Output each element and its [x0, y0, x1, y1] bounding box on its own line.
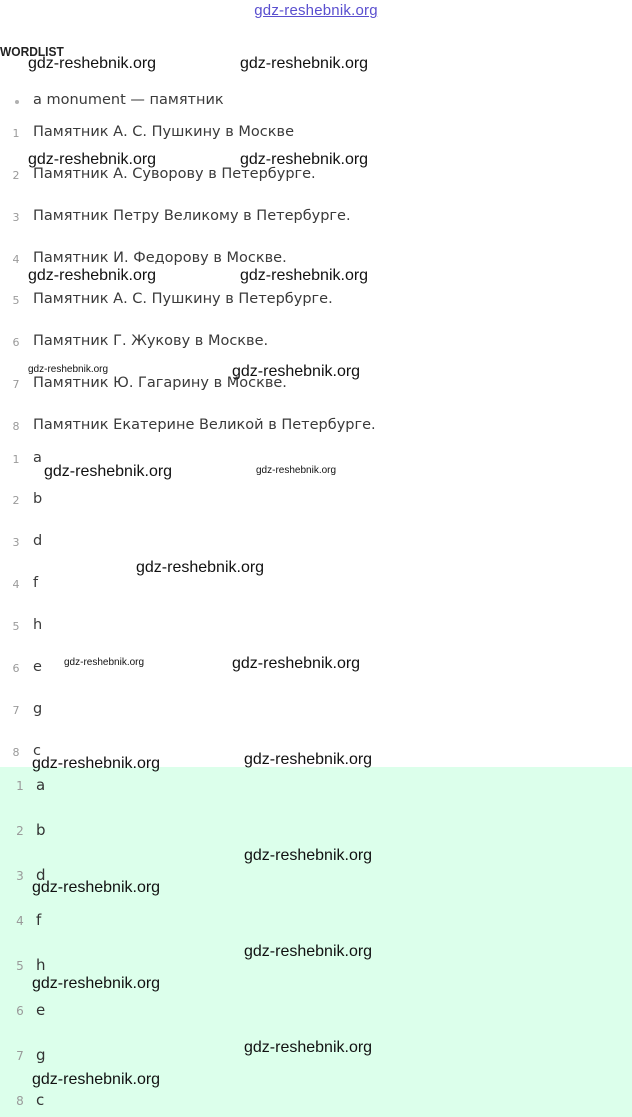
- item-number: 2: [12, 169, 20, 182]
- answer-letter: h: [33, 617, 43, 633]
- answer-number: 4: [12, 578, 20, 591]
- answer-number: 1: [16, 779, 24, 793]
- answer-number: 5: [12, 620, 20, 633]
- answer-number: 6: [16, 1004, 24, 1018]
- answer-letter: a: [33, 450, 42, 466]
- vocab-item: [0, 92, 632, 114]
- answer-letter: e: [33, 659, 42, 675]
- highlighted-answer-item: [0, 1001, 632, 1023]
- bullet-icon: [15, 100, 19, 104]
- item-text: Памятник А. С. Пушкину в Москве: [33, 124, 294, 140]
- watermark-text: gdz-reshebnik.org: [28, 55, 157, 72]
- answer-letter: e: [36, 1001, 46, 1019]
- watermark-text: gdz-reshebnik.org: [28, 151, 157, 168]
- watermark-text: gdz-reshebnik.org: [32, 1071, 161, 1088]
- answer-letter: f: [33, 575, 39, 591]
- highlighted-answer-item: [0, 911, 632, 933]
- watermark-text: gdz-reshebnik.org: [244, 1039, 373, 1056]
- watermark-text: gdz-reshebnik.org: [32, 879, 161, 896]
- answer-letter: d: [33, 533, 43, 549]
- item-number: 5: [12, 294, 20, 307]
- vocab-text: a monument — памятник: [33, 92, 224, 108]
- answer-letter: c: [33, 743, 41, 759]
- answer-item: [0, 491, 632, 513]
- answer-item: [0, 617, 632, 639]
- answer-letter: a: [36, 776, 46, 794]
- monument-item: [0, 166, 632, 188]
- highlighted-answer-item: [0, 821, 632, 843]
- watermark-text: gdz-reshebnik.org: [244, 943, 373, 960]
- watermark-text: gdz-reshebnik.org: [28, 267, 157, 284]
- monument-item: [0, 333, 632, 355]
- watermark-text: gdz-reshebnik.org: [32, 975, 161, 992]
- answer-number: 1: [12, 453, 20, 466]
- monument-item: [0, 417, 632, 439]
- answer-item: [0, 575, 632, 597]
- answer-letter: h: [36, 956, 46, 974]
- watermark-text: gdz-reshebnik.org: [44, 463, 173, 480]
- item-number: 4: [12, 253, 20, 266]
- item-text: Памятник А. Суворову в Петербурге.: [33, 166, 316, 182]
- wordlist-heading: WORDLIST: [0, 44, 64, 59]
- highlighted-answer-item: [0, 776, 632, 798]
- item-text: Памятник Ю. Гагарину в Москве.: [33, 375, 287, 391]
- answer-letter: g: [33, 701, 43, 717]
- monument-item: [0, 208, 632, 230]
- watermark-text: gdz-reshebnik.org: [232, 655, 361, 672]
- watermark-text: gdz-reshebnik.org: [136, 559, 265, 576]
- answer-number: 8: [16, 1094, 24, 1108]
- watermark-text: gdz-reshebnik.org: [232, 363, 361, 380]
- answer-number: 6: [12, 662, 20, 675]
- watermark-text: gdz-reshebnik.org: [240, 55, 369, 72]
- watermark-text: gdz-reshebnik.org: [244, 751, 373, 768]
- item-number: 6: [12, 336, 20, 349]
- answer-number: 7: [12, 704, 20, 717]
- answer-number: 8: [12, 746, 20, 759]
- monument-item: [0, 291, 632, 313]
- answer-item: [0, 533, 632, 555]
- answer-number: 2: [12, 494, 20, 507]
- answer-number: 5: [16, 959, 24, 973]
- monument-item: [0, 124, 632, 146]
- answer-letter: b: [33, 491, 43, 507]
- answer-number: 3: [12, 536, 20, 549]
- answer-letter: b: [36, 821, 46, 839]
- item-text: Памятник Екатерине Великой в Петербурге.: [33, 417, 376, 433]
- answer-letter: c: [36, 1091, 45, 1109]
- watermark-text: gdz-reshebnik.org: [240, 267, 369, 284]
- watermark-text: gdz-reshebnik.org: [64, 657, 145, 668]
- item-number: 8: [12, 420, 20, 433]
- watermark-text: gdz-reshebnik.org: [28, 364, 109, 375]
- item-text: Памятник Г. Жукову в Москве.: [33, 333, 269, 349]
- answer-number: 7: [16, 1049, 24, 1063]
- watermark-text: gdz-reshebnik.org: [256, 465, 337, 476]
- watermark-text: gdz-reshebnik.org: [240, 151, 369, 168]
- answer-letter: f: [36, 911, 42, 929]
- watermark-text: gdz-reshebnik.org: [32, 755, 161, 772]
- item-number: 1: [12, 127, 20, 140]
- highlighted-answer-item: [0, 1091, 632, 1113]
- watermark-text: gdz-reshebnik.org: [244, 847, 373, 864]
- answer-number: 2: [16, 824, 24, 838]
- item-text: Памятник А. С. Пушкину в Петербурге.: [33, 291, 333, 307]
- answer-letter: g: [36, 1046, 46, 1064]
- site-header-link[interactable]: gdz-reshebnik.org: [254, 2, 378, 19]
- item-number: 7: [12, 378, 20, 391]
- answer-number: 4: [16, 914, 24, 928]
- answer-item: [0, 701, 632, 723]
- answers-highlight-box: [0, 767, 632, 1117]
- item-number: 3: [12, 211, 20, 224]
- item-text: Памятник Петру Великому в Петербурге.: [33, 208, 351, 224]
- answer-letter: d: [36, 866, 46, 884]
- answer-number: 3: [16, 869, 24, 883]
- item-text: Памятник И. Федорову в Москве.: [33, 250, 287, 266]
